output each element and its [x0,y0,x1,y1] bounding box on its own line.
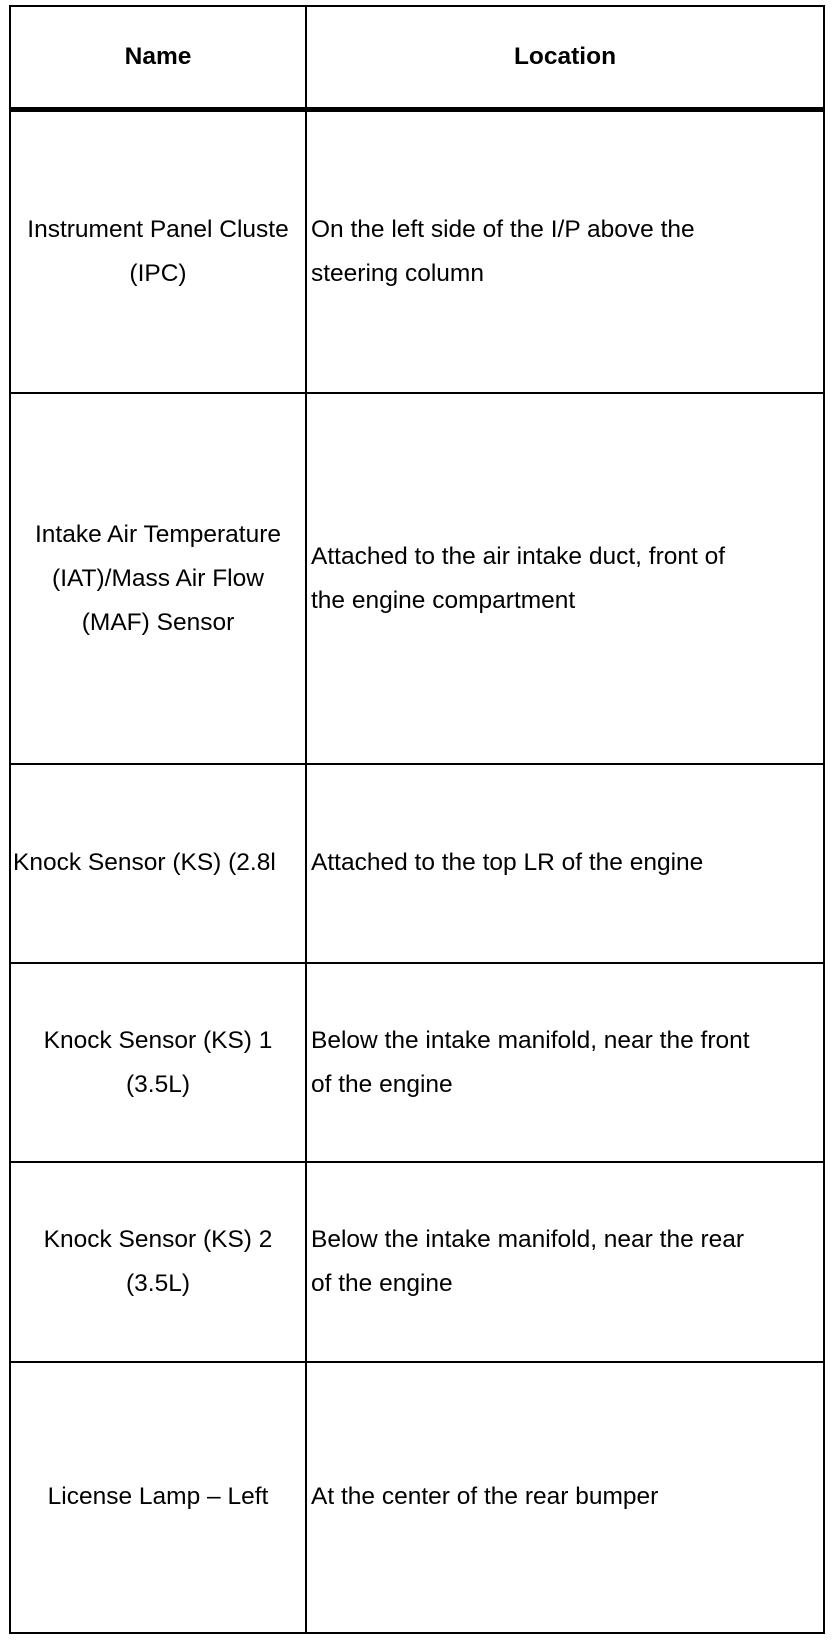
header-name: Name [10,6,306,109]
name-cell [10,393,306,763]
name-line: Knock Sensor (KS) 1 [43,1026,273,1054]
name-line: (IAT)/Mass Air Flow [52,564,264,592]
table-row [10,963,824,1162]
location-line: the engine compartment [311,586,576,614]
name-cell [10,963,306,1162]
location-line: of the engine [311,1070,453,1098]
header-row [10,6,824,109]
location-cell [306,109,824,393]
location-line: Below the intake manifold, near the front [311,1026,750,1054]
name-cell [10,1162,306,1361]
name-line: (3.5L) [125,1269,190,1297]
location-line: At the center of the rear bumper [311,1483,659,1511]
components-table [9,5,825,1634]
location-cell [306,963,824,1162]
location-line: Below the intake manifold, near the rear [311,1225,745,1253]
location-line: Attached to the top LR of the engine [311,849,704,877]
location-cell [306,1162,824,1361]
table-row [10,393,824,763]
header-location: Location [306,6,824,109]
name-line: (IPC) [129,259,187,287]
name-line: Instrument Panel Cluste [27,215,289,243]
name-line: (MAF) Sensor [81,608,235,636]
location-cell [306,393,824,763]
location-line: steering column [311,259,484,287]
name-cell [10,109,306,393]
table-row [10,764,824,963]
table-row [10,1162,824,1361]
name-line: Knock Sensor (KS) 2 [43,1225,273,1253]
name-cell [10,1362,306,1633]
location-line: Attached to the air intake duct, front of [311,542,726,570]
name-line: (3.5L) [125,1070,190,1098]
name-line: License Lamp – Left [47,1483,269,1511]
location-cell [306,1362,824,1633]
location-cell [306,764,824,963]
location-line: On the left side of the I/P above the [311,215,695,243]
location-line: of the engine [311,1269,453,1297]
table-row [10,109,824,393]
name-cell [10,764,306,963]
table-row [10,1362,824,1633]
name-line: Knock Sensor (KS) (2.8l [13,849,276,877]
name-line: Intake Air Temperature [34,520,282,548]
